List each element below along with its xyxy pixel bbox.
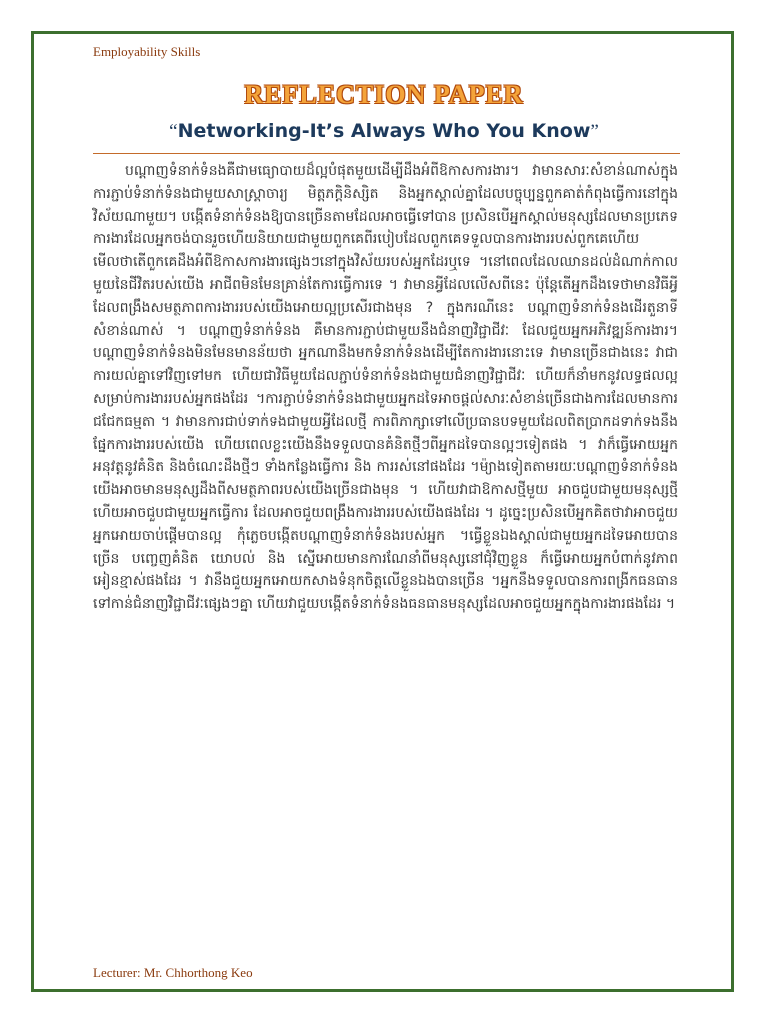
- page-header: Employability Skills: [93, 44, 201, 59]
- subtitle-text: Networking-It’s Always Who You Know: [177, 120, 591, 142]
- page-footer: Lecturer: Mr. Chhorthong Keo: [93, 965, 253, 980]
- document-subtitle: [0, 120, 768, 143]
- document-title: REFLECTION PAPER: [244, 80, 524, 109]
- subtitle-close-quote: ”: [590, 121, 599, 142]
- subtitle-open-quote: “: [169, 121, 178, 142]
- body-paragraph: បណ្តាញទំនាក់ទំនងគឺជាមធ្យោបាយដ៏ល្អបំផុតមួយដើម្បីដឹងអំពីឱកាសការងារ។ វាមានសារៈសំខាន់ណាស់ក្នុងការភ្ជាប់ទំនាក់ទំនងជាមួយសាស្រ្តាចារ្យ មិត្តភក្តិនិស្សិត និងអ្នកស្គាល់គ្នាដែលបច្ចុប្បន្នពួកគាត់កំពុងធ្វើការនៅក្នុងវិស័យណាមួយ។ បង្កើតទំនាក់ទំនងឱ្យបានច្រើនតាមដែលអាចធ្វើទៅបាន ប្រសិនបើអ្នកស្គាល់មនុស្សដែលមានប្រភេទការងារដែលអ្នកចង់បានរួចហើយនិយាយជាមួយពួកគេពីរបៀបដែលពួកគេទទួលបានការងាររបស់ពួកគេហើយមើលថាតើពួកគេដឹងអំពីឱកាសការងារផ្សេងៗនៅក្នុងវិស័យរបស់អ្នកដែរឬទេ ។នៅពេលដែលឈានដល់ដំណាក់កាលមួយនៃជីវិតរបស់យើង អាជីពមិនមែនគ្រាន់តែការធ្វើការទេ ។ វាមានអ្វីដែលលើសពីនេះ ប៉ុន្តែតើអ្នកដឹងទេថាមានវិធីអ្វីដែលពង្រឹងសមត្ថភាពការងាររបស់យើងអោយល្អប្រសើរជាងមុន ? ក្នុងករណីនេះ បណ្តាញទំនាក់ទំនងដើរតួនាទីសំខាន់ណាស់ ។ បណ្តាញទំនាក់ទំនង គឺមានការភ្ជាប់ជាមួយនឹងជំនាញវិជ្ជាជីវៈ ដែលជួយអ្នកអភិវឌ្ឍន៍ការងារ។ បណ្តាញទំនាក់ទំនងមិនមែនមានន័យថា អ្នកណានឹងមកទំនាក់ទំនងដើម្បីតែការងារនោះទេ វាមានច្រើនជាងនេះ វាជាការយល់គ្នាទៅវិញទៅមក ហើយជាវិធីមួយដែលភ្ជាប់ទំនាក់ទំនងជាមួយជំនាញវិជ្ជាជីវៈ ហើយក៏នាំមកនូវលទ្ធផលល្អសម្រាប់ការងាររបស់អ្នកផងដែរ ។ការភ្ជាប់ទំនាក់ទំនងជាមួយអ្នកដទៃអាចផ្តល់សារៈសំខាន់ច្រើនជាងការដែលមានការជជែកធម្មតា ។ វាមានការជាប់ទាក់ទងជាមួយអ្វីដែលថ្មី ការពិភាក្សាទៅលើប្រធានបទមួយដែលពិតប្រាកដទាក់ទងនឹងផ្នែកការងាររបស់យើង ហើយពេលខ្លះយើងនឹងទទួលបានគំនិតថ្មីៗពីអ្នកដទៃបានល្អៗទៀតផង ។ វាក៏ធ្វើអោយអ្នកអនុវត្តនូវគំនិត និងចំណេះដឹងថ្មីៗ ទាំងកន្លែងធ្វើការ និង ការរស់នៅផងដែរ ។ម៉្យាងទៀតតាមរយៈបណ្តាញទំនាក់ទំនង យើងអាចមានមនុស្សដឹងពីសមត្ថភាពរបស់យើងច្រើនជាងមុន ។ ហើយវាជាឱកាសថ្មីមួយ អាចជួបជាមួយមនុស្សថ្មី ហើយអាចជួបជាមួយអ្នកធ្វើការ ដែលអាចជួយពង្រឹងការងាររបស់យើងផងដែរ ។ ដូច្នេះប្រសិនបើអ្នកគិតថាវាអាចជួយអ្នកអោយចាប់ផ្តើមបានល្អ កុំភ្លេចបង្កើតបណ្តាញទំនាក់ទំនងរបស់អ្នក ។ធ្វើខ្លួនឯងស្គាល់ជាមួយអ្នកដទៃអោយបានច្រើន បញ្ចេញគំនិត យោបល់ និង ស្នើអោយមានការណែនាំពីមនុស្សនៅជុំវិញខ្លួន ក៏ធ្វើអោយអ្នកបំពាក់នូវភាពអៀនខ្មាស់ផងដែរ ។ វានឹងជួយអ្នកអោយកសាងទំនុកចិត្តលើខ្លួនឯងបានច្រើន ។អ្នកនឹងទទួលបានការពង្រីកធនធាន ទៅកាន់ជំនាញវិជ្ជាជីវៈផ្សេងៗគ្នា ហើយវាជួយបង្កើតទំនាក់ទំនងធនធានមនុស្សដែលអាចជួយអ្នកក្នុងការងារផងដែរ ។: [93, 163, 678, 613]
- title-divider: [93, 153, 680, 154]
